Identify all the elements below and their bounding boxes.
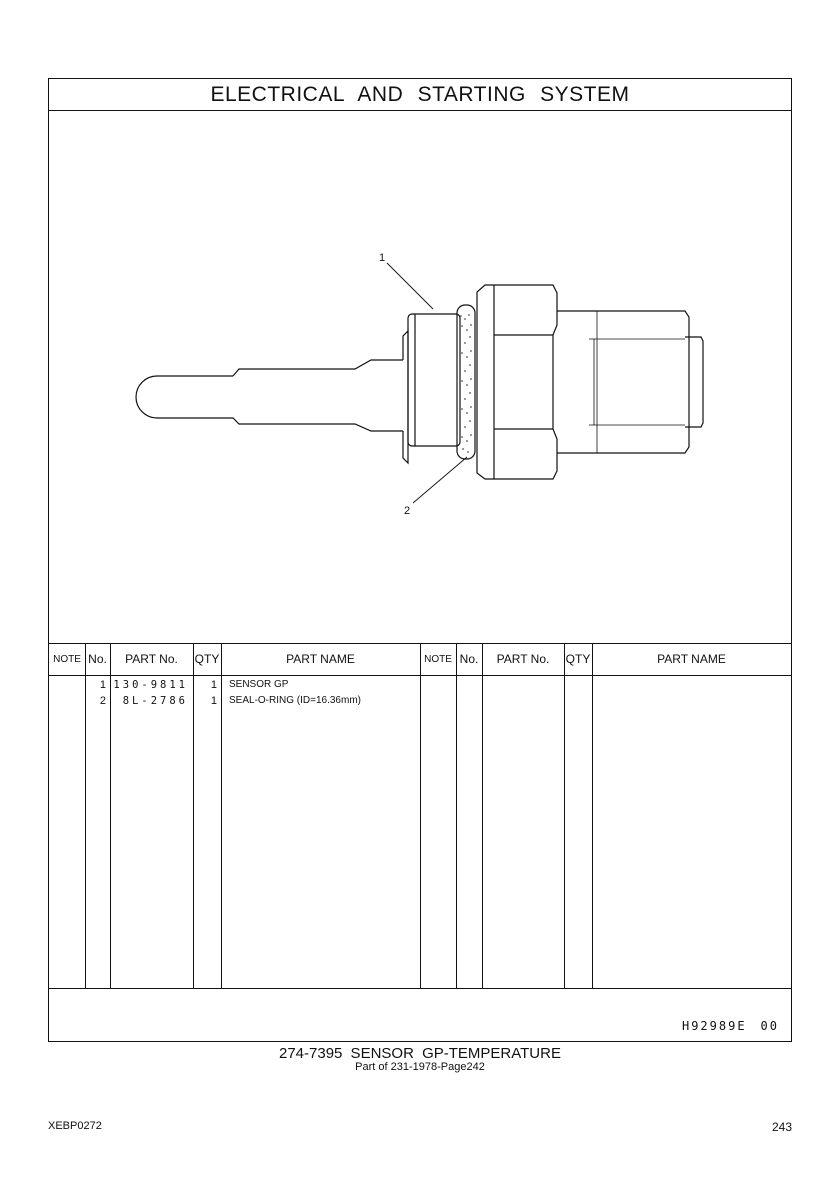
row-part-name: SEAL-O-RING (ID=16.36mm) xyxy=(229,695,361,706)
row-item-number: 2 xyxy=(99,695,106,707)
callout-2: 2 xyxy=(404,505,411,517)
callout-1: 1 xyxy=(379,252,386,264)
header-part-name: PART NAME xyxy=(286,652,355,666)
illustration-code xyxy=(682,1019,779,1033)
group-subtitle: Part of 231-1978-Page242 xyxy=(355,1061,485,1073)
header-part-name-right: PART NAME xyxy=(657,652,726,666)
leader-line-1 xyxy=(387,263,433,309)
row-part-number: 130-9811 xyxy=(113,679,188,691)
probe-shaft xyxy=(136,376,403,431)
sensor-illustration xyxy=(49,111,793,643)
row-quantity: 1 xyxy=(210,695,217,707)
header-part-no-right: PART No. xyxy=(496,652,550,666)
parts-table xyxy=(49,643,791,989)
document-id: XEBP0272 xyxy=(48,1120,102,1132)
header-qty-right: QTY xyxy=(565,652,591,666)
section-title: ELECTRICAL AND STARTING SYSTEM xyxy=(49,79,791,111)
header-qty: QTY xyxy=(194,652,220,666)
row-part-name: SENSOR GP xyxy=(229,679,289,690)
illustration-number: H92989E xyxy=(681,1019,747,1033)
leader-line-2 xyxy=(413,457,467,503)
page-number: 243 xyxy=(771,1120,792,1134)
row-quantity: 1 xyxy=(210,679,217,691)
row-part-number: 8L-2786 xyxy=(122,695,188,707)
header-note: NOTE xyxy=(53,654,81,665)
probe-shaft-upper xyxy=(233,360,403,376)
header-no-right: No. xyxy=(459,652,479,666)
o-ring-texture xyxy=(459,314,472,453)
probe-collar xyxy=(403,331,408,463)
hex-nut xyxy=(477,285,557,479)
illustration-revision: 00 xyxy=(760,1019,779,1033)
connector-tab xyxy=(685,337,703,427)
group-title: 274-7395 SENSOR GP-TEMPERATURE xyxy=(279,1045,561,1062)
exploded-view-drawing xyxy=(49,111,791,643)
connector-body xyxy=(557,311,689,453)
header-no: No. xyxy=(88,652,107,666)
header-note-right: NOTE xyxy=(424,654,452,665)
sensor-flange xyxy=(408,314,460,446)
parts-page-frame xyxy=(48,78,792,1042)
header-part-no: PART No. xyxy=(125,652,178,666)
row-item-number: 1 xyxy=(99,679,106,691)
